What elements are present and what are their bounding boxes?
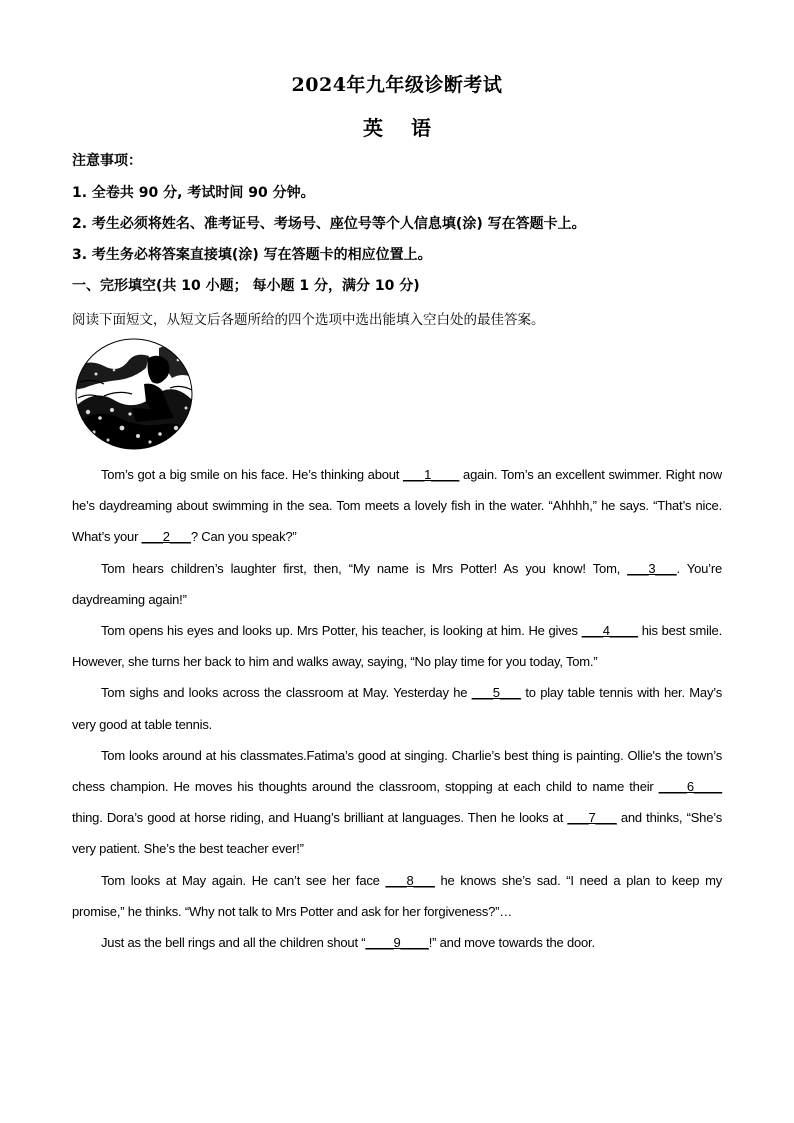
passage-paragraph-1: Tom’s got a big smile on his face. He’s thinking about ___1____ again. Tom’s an excellent swimmer. Right now he’s daydreaming about swimming in the sea. Tom meets a lovely fish in the water. “Ahhhh,” he says. “That’s nice. What’s your ___2___? Can you speak?” <box>72 467 722 545</box>
exam-title: 2024年九年级诊断考试 <box>291 74 503 96</box>
blank-6: ____6____ <box>658 779 722 795</box>
passage-paragraph-5: Tom looks around at his classmates.Fatima’s good at singing. Charlie’s best thing is painting. Ollie's the town’s chess champion. He moves his thoughts around the classroom, stopping at each child to name their ____6____ thing. Dora’s good at horse riding, and Huang’s brilliant at languages. Then he looks at ___7___ and thinks, “She’s very patient. She’s the best teacher ever!” <box>72 747 722 857</box>
boy-daydreaming-illustration <box>74 338 194 450</box>
blank-1: ___1____ <box>403 467 460 482</box>
blank-7: ___7___ <box>567 810 617 826</box>
blank-8: ___8___ <box>385 872 435 888</box>
blank-4: ___4____ <box>581 623 638 639</box>
notice-item-1: 1. 全卷共 90 分, 考试时间 90 分钟。 <box>72 185 315 201</box>
section-instruction: 阅读下面短文，从短文后各题所给的四个选项中选出能填入空白处的最佳答案。 <box>72 312 545 328</box>
passage-paragraph-4: Tom sighs and looks across the classroom at May. Yesterday he ___5___ to play table tennis with her. May’s very good at table tennis. <box>72 685 723 732</box>
passage-paragraph-3: Tom opens his eyes and looks up. Mrs Potter, his teacher, is looking at him. He gives ___4____ his best smile. However, she turns her back to him and walks away, saying, “No play time for you today, Tom.” <box>72 623 722 670</box>
notice-heading: 注意事项： <box>72 153 142 169</box>
notice-item-3: 3. 考生务必将答案直接填(涂) 写在答题卡的相应位置上。 <box>72 247 432 263</box>
blank-3: ___3___ <box>627 560 677 576</box>
blank-9: ____9____ <box>365 935 429 951</box>
section-heading: 一、完形填空(共 10 小题； 每小题 1 分，满分 10 分) <box>72 278 420 294</box>
notice-item-2: 2. 考生必须将姓名、准考证号、考场号、座位号等个人信息填(涂) 写在答题卡上。 <box>72 216 586 232</box>
passage-paragraph-7: Just as the bell rings and all the children shout “____9____!” and move towards the door. <box>101 935 595 951</box>
passage-paragraph-2: Tom hears children’s laughter first, then, “My name is Mrs Potter! As you know! Tom, ___3___. You’re daydreaming again!” <box>72 560 722 607</box>
subject-title: 英语 <box>363 116 459 140</box>
cloze-passage <box>72 459 722 958</box>
blank-5: ___5___ <box>471 685 521 701</box>
blank-2: ___2___ <box>141 529 191 545</box>
passage-paragraph-6: Tom looks at May again. He can’t see her face ___8___ he knows she’s sad. “I need a plan to keep my promise,” he thinks. “Why not talk to Mrs Potter and ask for her forgiveness?”… <box>72 872 722 919</box>
